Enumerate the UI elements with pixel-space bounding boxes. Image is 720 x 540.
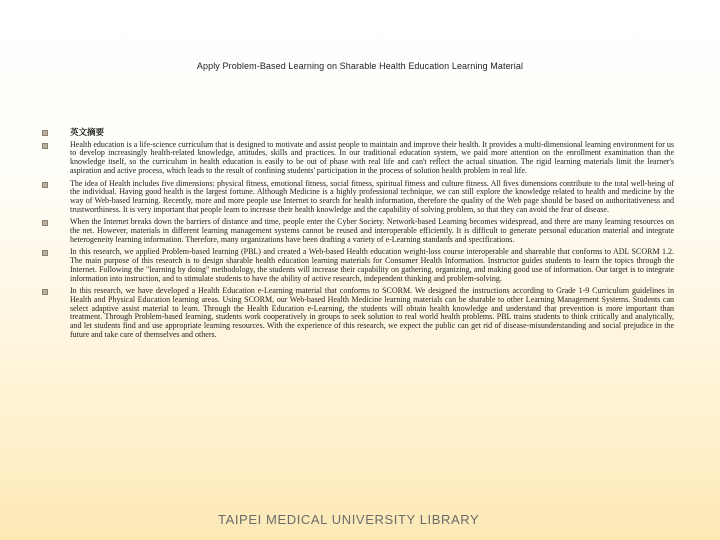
bullet-paragraph	[40, 248, 674, 283]
paragraph-text: Health education is a life-science curriculum that is designed to motivate and assist people to maintain and improve their health. It provides a multi-dimensional learning environment for us to develop increasingly health-related knowledge, attitudes, skills and practices. In our traditional education system, we paid more attention on the enrollment examination than the knowledge itself, so the curriculum in health education is easily to be out of phase with real life and can't reflect the actual situation. The rigid learning materials limit the learner's aspiration and active process, which leads to the result of confining students' participation in the process of solution health problem in real life.	[70, 139, 674, 175]
bullet-paragraph	[40, 141, 674, 176]
bullet-marker	[42, 143, 48, 149]
paragraph-text: When the Internet breaks down the barriers of distance and time, people enter the Cyber Society. Network-based Learning becomes widespread, and there are many learning resources on the net. However, materials in different learning management systems cannot be reused and interoperable efficiently. It is difficult to generate personal education material and integrate heterogeneity learning information. Therefore, many organizations have been drafting a variety of e-Learning standards and specifications.	[70, 217, 674, 244]
bullet-marker	[42, 220, 48, 226]
bullet-marker	[42, 250, 48, 256]
library-footer-logo: TAIPEI MEDICAL UNIVERSITY LIBRARY	[218, 512, 480, 527]
bullet-marker	[42, 130, 48, 136]
abstract-bullet-list	[40, 128, 674, 343]
bullet-heading	[40, 128, 674, 137]
slide-title: Apply Problem-Based Learning on Sharable Health Education Learning Material	[196, 61, 524, 71]
abstract-heading: 英文摘要	[70, 127, 105, 137]
paragraph-text: In this research, we applied Problem-based learning (PBL) and created a Web-based Health education weight-loss course interoperable and shareable that conforms to ADL SCORM 1.2. The main purpose of this research is to design sharable health education learning materials for Consumer Health Information. Instructor guides students to learn the topics through the Internet. Following the "learning by doing" methodology, the students will increase their capability on gathering, organizing, and making good use of information. Our target is to integrate information into instruction, and to stimulate students to have the ability of active research, independent thinking and problem-solving.	[70, 247, 674, 283]
bullet-paragraph	[40, 287, 674, 339]
bullet-marker	[42, 289, 48, 295]
bullet-paragraph	[40, 218, 674, 244]
bullet-marker	[42, 182, 48, 188]
paragraph-text: The idea of Health includes five dimensions: physical fitness, emotional fitness, social fitness, spiritual fitness and culture fitness. All fives dimensions contribute to the total well-being of the individual. Having good health is the largest fortune. Although Medicine is a highly professional technique, we can still explore the knowledge related to health and medicine by the way of Web-based learning. Recently, more and more people use Internet to search for health information, therefore the quality of the Web page should be based on authoritativeness and trustworthiness. It is very important that people learn to increase their health knowledge and the capability of solving problem, so that they can avoid the fear of disease.	[70, 178, 674, 214]
bullet-paragraph	[40, 180, 674, 215]
paragraph-text: In this research, we have developed a Health Education e-Learning material that conforms to SCORM. We designed the instructions according to Grade 1-9 Curriculum guidelines in Health and Physical Education learning areas. Using SCORM, our Web-based Health Medicine learning materials can be sharable to other Learning Management Systems. Students can select adaptive assist material to learn. Through the Health Education e-Learning, the students will obtain health knowledge and understand that prevention is more important than treatment. Through Problem-based learning, students work cooperatively in groups to seek solution to real world health problems. PBL trains students to think critically and analytically, and let students find and use appropriate learning resources. With the experience of this research, we expect the public can get rid of disease-misunderstanding and social prejudice in the future and take care of themselves and others.	[70, 286, 674, 339]
